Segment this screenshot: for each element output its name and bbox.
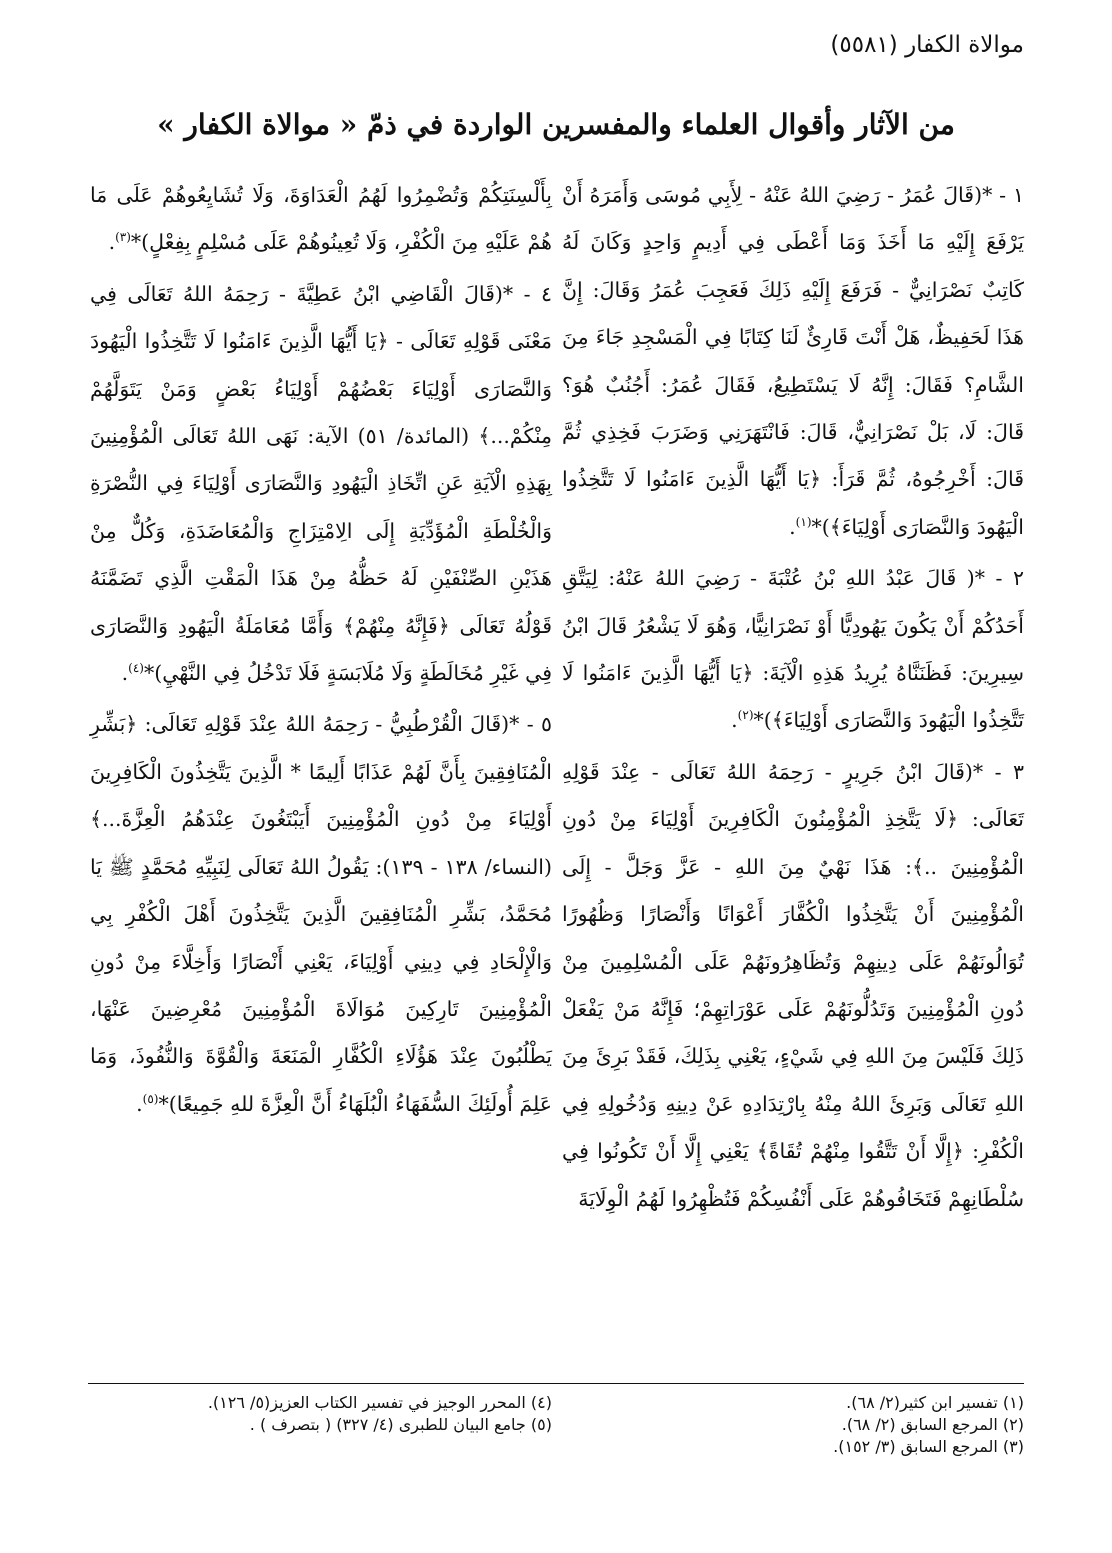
- paragraph: [562, 749, 1024, 1223]
- section-title: من الآثار وأقوال العلماء والمفسرين الواردة في ذمّ « موالاة الكفار »: [157, 108, 955, 141]
- paragraph-text: بِأَلْسِنَتِكُمْ وَتُضْمِرُوا لَهُمُ الْعَدَاوَةَ، وَلَا تُشَايِعُوهُمْ عَلَى مَا هُمْ عَلَيْهِ مِنَ الْكُفْرِ، وَلَا تُعِينُوهُمْ عَلَى مُسْلِمٍ بِفِعْلٍ)*: [90, 183, 552, 255]
- left-column: [90, 172, 552, 1132]
- paragraph: ٥ - *(قَالَ الْقُرْطُبِيُّ - رَحِمَهُ اللهُ عِنْدَ قَوْلِهِ تَعَالَى: ﴿بَشِّرِ الْمُنَافِقِينَ بِأَنَّ لَهُمْ عَذَابًا أَلِيمًا * الَّذِينَ يَتَّخِذُونَ الْكَافِرِينَ أَوْلِيَاءَ مِنْ دُونِ الْمُؤْمِنِينَ أَيَبْتَغُونَ عِنْدَهُمُ الْعِزَّةَ...﴾ (النساء/ ١٣٨ - ١٣٩): يَقُولُ اللهُ تَعَالَى لِنَبِيِّهِ مُحَمَّدٍ ﷺ يَا مُحَمَّدُ، بَشِّرِ الْمُنَافِقِينَ الَّذِينَ يَتَّخِذُونَ أَهْلَ الْكُفْرِ بِي وَالْإِلْحَادِ فِي دِينِي أَوْلِيَاءَ، يَعْنِي أَنْصَارًا وَأَخِلَّاءَ مِنْ دُونِ الْمُؤْمِنِينَ تَارِكِينَ مُوَالَاةَ الْمُؤْمِنِينَ مُعْرِضِينَ عَنْهَا، يَطْلُبُونَ عِنْدَ هَؤُلَاءِ الْكُفَّارِ الْمَنَعَةَ وَالْقُوَّةَ وَالنُّفُوذَ، وَمَا عَلِمَ أُولَئِكَ السُّفَهَاءُ الْبُلَهَاءُ أَنَّ الْعِزَّةَ للهِ جَمِيعًا)*$^{(٥)}$.: [90, 712, 552, 1116]
- footnote: (٥) جامع البيان للطبرى (٤/ ٣٢٧) ( بتصرف ) .: [249, 1415, 552, 1434]
- footnote: (٣) المرجع السابق (٣/ ١٥٢).: [833, 1437, 1024, 1456]
- paragraph: ٤ - *(قَالَ الْقَاضِي ابْنُ عَطِيَّةَ - رَحِمَهُ اللهُ تَعَالَى فِي مَعْنَى قَوْلِهِ تَعَالَى - ﴿يَا أَيُّهَا الَّذِينَ ءَامَنُوا لَا تَتَّخِذُوا الْيَهُودَ وَالنَّصَارَى أَوْلِيَاءَ بَعْضُهُمْ أَوْلِيَاءُ بَعْضٍ وَمَنْ يَتَوَلَّهُمْ مِنْكُمْ...﴾ (المائدة/ ٥١) الآية: نَهَى اللهُ تَعَالَى الْمُؤْمِنِينَ بِهَذِهِ الْآيَةِ عَنِ اتِّخَاذِ الْيَهُودِ وَالنَّصَارَى أَوْلِيَاءَ فِي النُّصْرَةِ وَالْخُلْطَةِ الْمُؤَدِّيَةِ إِلَى الِامْتِزَاجِ وَالْمُعَاضَدَةِ، وَكُلٌّ مِنْ هَذَيْنِ الصِّنْفَيْنِ لَهُ حَظُّهُ مِنْ هَذَا الْمَقْتِ الَّذِي تَضَمَّنَهُ قَوْلُهُ تَعَالَى ﴿فَإِنَّهُ مِنْهُمْ﴾ وَأَمَّا مُعَامَلَةُ الْيَهُودِ وَالنَّصَارَى فِي غَيْرِ مُخَالَطَةٍ وَلَا مُلَابَسَةٍ فَلَا تَدْخُلُ فِي النَّهْيِ)*$^{(٤)}$.: [90, 281, 553, 686]
- footnote-ref: (٥): [142, 1091, 159, 1106]
- right-column: [562, 172, 1024, 1227]
- footnote: (١) تفسير ابن كثير(٢/ ٦٨).: [846, 1393, 1024, 1412]
- footnotes-left: [90, 1392, 552, 1436]
- paragraph-text: ٢ - *( قَالَ عَبْدُ اللهِ بْنُ عُتْبَةَ - رَضِيَ اللهُ عَنْهُ: لِيَتَّقِ أَحَدُكُمْ أَنْ يَكُونَ يَهُودِيًّا أَوْ نَصْرَانِيًّا، وَهُوَ لَا يَشْعُرُ قَالَ ابْنُ سِيرِينَ: فَظَنَنَّاهُ يُرِيدُ هَذِهِ الْآيَةَ: ﴿يَا أَيُّهَا الَّذِينَ ءَامَنُوا لَا تَتَّخِذُوا الْيَهُودَ وَالنَّصَارَى أَوْلِيَاءَ﴾)*: [562, 566, 1024, 733]
- footnote-divider: [88, 1383, 1024, 1384]
- paragraph: ١ - *(قَالَ عُمَرُ - رَضِيَ اللهُ عَنْهُ - لِأَبِي مُوسَى وَأَمَرَهُ أَنْ يَرْفَعَ إِلَيْهِ مَا أَخَذَ وَمَا أَعْطَى فِي أَدِيمٍ وَاحِدٍ وَكَانَ لَهُ كَاتِبٌ نَصْرَانِيٌّ - فَرَفَعَ إِلَيْهِ ذَلِكَ فَعَجِبَ عُمَرُ وَقَالَ: إِنَّ هَذَا لَحَفِيظٌ، هَلْ أَنْتَ قَارِئٌ لَنَا كِتَابًا فِي الْمَسْجِدِ جَاءَ مِنَ الشَّامِ؟ فَقَالَ: إِنَّهُ لَا يَسْتَطِيعُ، فَقَالَ عُمَرُ: أَجُنُبٌ هُوَ؟ قَالَ: لَا، بَلْ نَصْرَانِيٌّ، قَالَ: فَانْتَهَرَنِي وَضَرَبَ فَخِذِي ثُمَّ قَالَ: أَخْرِجُوهُ، ثُمَّ قَرَأَ: ﴿يَا أَيُّهَا الَّذِينَ ءَامَنُوا لَا تَتَّخِذُوا الْيَهُودَ وَالنَّصَارَى أَوْلِيَاءَ﴾)*$^{(١)}$.: [562, 183, 1024, 539]
- paragraph-text: ٣ - *(قَالَ ابْنُ جَرِيرٍ - رَحِمَهُ اللهُ تَعَالَى - عِنْدَ قَوْلِهِ تَعَالَى: ﴿لَا يَتَّخِذِ الْمُؤْمِنُونَ الْكَافِرِينَ أَوْلِيَاءَ مِنْ دُونِ الْمُؤْمِنِينَ ..﴾: هَذَا نَهْيٌ مِنَ اللهِ - عَزَّ وَجَلَّ - إِلَى الْمُؤْمِنِينَ أَنْ يَتَّخِذُوا الْكُفَّارَ أَعْوَانًا وَأَنْصَارًا وَظُهُورًا تُوَالُونَهُمْ عَلَى دِينِهِمْ وَتُظَاهِرُونَهُمْ عَلَى الْمُسْلِمِينَ مِنْ دُونِ الْمُؤْمِنِينَ وَتَدُلُّونَهُمْ عَلَى عَوْرَاتِهِمْ؛ فَإِنَّهُ مَنْ يَفْعَلْ ذَلِكَ فَلَيْسَ مِنَ اللهِ فِي شَيْءٍ، يَعْنِي بِذَلِكَ، فَقَدْ بَرِئَ مِنَ اللهِ تَعَالَى وَبَرِئَ اللهُ مِنْهُ بِارْتِدَادِهِ عَنْ دِينِهِ وَدُخُولِهِ فِي الْكُفْرِ: ﴿إِلَّا أَنْ تَتَّقُوا مِنْهُمْ تُقَاةً﴾ يَعْنِي إِلَّا أَنْ تَكُونُوا فِي سُلْطَانِهِمْ فَتَخَافُوهُمْ عَلَى أَنْفُسِكُمْ فَتُظْهِرُوا لَهُمُ الْوِلَايَةَ: [562, 759, 1024, 1211]
- paragraph-text: ١ - *(قَالَ عُمَرُ - رَضِيَ اللهُ عَنْهُ - لِأَبِي مُوسَى وَأَمَرَهُ أَنْ يَرْفَعَ إِلَيْهِ مَا أَخَذَ وَمَا أَعْطَى فِي أَدِيمٍ وَاحِدٍ وَكَانَ لَهُ كَاتِبٌ نَصْرَانِيٌّ - فَرَفَعَ إِلَيْهِ ذَلِكَ فَعَجِبَ عُمَرُ وَقَالَ: إِنَّ هَذَا لَحَفِيظٌ، هَلْ أَنْتَ قَارِئٌ لَنَا كِتَابًا فِي الْمَسْجِدِ جَاءَ مِنَ الشَّامِ؟ فَقَالَ: إِنَّهُ لَا يَسْتَطِيعُ، فَقَالَ عُمَرُ: أَجُنُبٌ هُوَ؟ قَالَ: لَا، بَلْ نَصْرَانِيٌّ، قَالَ: فَانْتَهَرَنِي وَضَرَبَ فَخِذِي ثُمَّ قَالَ: أَخْرِجُوهُ، ثُمَّ قَرَأَ: ﴿يَا أَيُّهَا الَّذِينَ ءَامَنُوا لَا تَتَّخِذُوا الْيَهُودَ وَالنَّصَارَى أَوْلِيَاءَ﴾)*: [562, 183, 1024, 539]
- footnote: (٢) المرجع السابق (٢/ ٦٨).: [841, 1415, 1024, 1434]
- running-head: موالاة الكفار (٥٥٨١): [830, 32, 1024, 58]
- footnote-ref: (٣): [115, 230, 131, 245]
- paragraph: ٢ - *( قَالَ عَبْدُ اللهِ بْنُ عُتْبَةَ - رَضِيَ اللهُ عَنْهُ: لِيَتَّقِ أَحَدُكُمْ أَنْ يَكُونَ يَهُودِيًّا أَوْ نَصْرَانِيًّا، وَهُوَ لَا يَشْعُرُ قَالَ ابْنُ سِيرِينَ: فَظَنَنَّاهُ يُرِيدُ هَذِهِ الْآيَةَ: ﴿يَا أَيُّهَا الَّذِينَ ءَامَنُوا لَا تَتَّخِذُوا الْيَهُودَ وَالنَّصَارَى أَوْلِيَاءَ﴾)*$^{(٢)}$.: [562, 566, 1024, 733]
- paragraph: بِأَلْسِنَتِكُمْ وَتُضْمِرُوا لَهُمُ الْعَدَاوَةَ، وَلَا تُشَايِعُوهُمْ عَلَى مَا هُمْ عَلَيْهِ مِنَ الْكُفْرِ، وَلَا تُعِينُوهُمْ عَلَى مُسْلِمٍ بِفِعْلٍ)*$^{(٣)}$.: [90, 183, 552, 255]
- footnote-ref: (٢): [737, 708, 754, 723]
- footnote-ref: (١): [795, 515, 812, 530]
- paragraph-text: ٤ - *(قَالَ الْقَاضِي ابْنُ عَطِيَّةَ - رَحِمَهُ اللهُ تَعَالَى فِي مَعْنَى قَوْلِهِ تَعَالَى - ﴿يَا أَيُّهَا الَّذِينَ ءَامَنُوا لَا تَتَّخِذُوا الْيَهُودَ وَالنَّصَارَى أَوْلِيَاءَ بَعْضُهُمْ أَوْلِيَاءُ بَعْضٍ وَمَنْ يَتَوَلَّهُمْ مِنْكُمْ...﴾ (المائدة/ ٥١) الآية: نَهَى اللهُ تَعَالَى الْمُؤْمِنِينَ بِهَذِهِ الْآيَةِ عَنِ اتِّخَاذِ الْيَهُودِ وَالنَّصَارَى أَوْلِيَاءَ فِي النُّصْرَةِ وَالْخُلْطَةِ الْمُؤَدِّيَةِ إِلَى الِامْتِزَاجِ وَالْمُعَاضَدَةِ، وَكُلٌّ مِنْ هَذَيْنِ الصِّنْفَيْنِ لَهُ حَظُّهُ مِنْ هَذَا الْمَقْتِ الَّذِي تَضَمَّنَهُ قَوْلُهُ تَعَالَى ﴿فَإِنَّهُ مِنْهُمْ﴾ وَأَمَّا مُعَامَلَةُ الْيَهُودِ وَالنَّصَارَى فِي غَيْرِ مُخَالَطَةٍ وَلَا مُلَابَسَةٍ فَلَا تَدْخُلُ فِي النَّهْيِ)*: [90, 281, 553, 686]
- footnote-ref: (٤): [128, 661, 144, 676]
- paragraph-text: ٥ - *(قَالَ الْقُرْطُبِيُّ - رَحِمَهُ اللهُ عِنْدَ قَوْلِهِ تَعَالَى: ﴿بَشِّرِ الْمُنَافِقِينَ بِأَنَّ لَهُمْ عَذَابًا أَلِيمًا * الَّذِينَ يَتَّخِذُونَ الْكَافِرِينَ أَوْلِيَاءَ مِنْ دُونِ الْمُؤْمِنِينَ أَيَبْتَغُونَ عِنْدَهُمُ الْعِزَّةَ...﴾ (النساء/ ١٣٨ - ١٣٩): يَقُولُ اللهُ تَعَالَى لِنَبِيِّهِ مُحَمَّدٍ ﷺ يَا مُحَمَّدُ، بَشِّرِ الْمُنَافِقِينَ الَّذِينَ يَتَّخِذُونَ أَهْلَ الْكُفْرِ بِي وَالْإِلْحَادِ فِي دِينِي أَوْلِيَاءَ، يَعْنِي أَنْصَارًا وَأَخِلَّاءَ مِنْ دُونِ الْمُؤْمِنِينَ تَارِكِينَ مُوَالَاةَ الْمُؤْمِنِينَ مُعْرِضِينَ عَنْهَا، يَطْلُبُونَ عِنْدَ هَؤُلَاءِ الْكُفَّارِ الْمَنَعَةَ وَالْقُوَّةَ وَالنُّفُوذَ، وَمَا عَلِمَ أُولَئِكَ السُّفَهَاءُ الْبُلَهَاءُ أَنَّ الْعِزَّةَ للهِ جَمِيعًا)*: [90, 712, 552, 1116]
- footnote: (٤) المحرر الوجيز في تفسير الكتاب العزيز(٥/ ١٢٦).: [207, 1393, 552, 1412]
- footnotes-right: [562, 1392, 1024, 1458]
